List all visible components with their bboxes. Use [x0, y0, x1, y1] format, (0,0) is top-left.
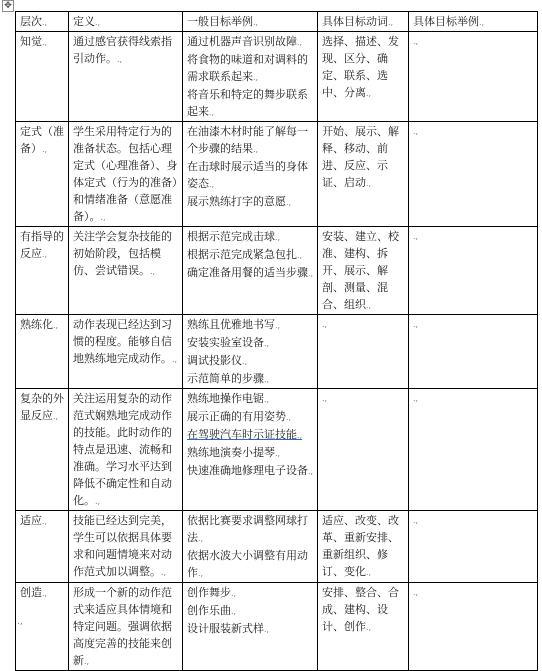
example-line: 根据示范完成击球., — [187, 230, 281, 243]
cell-level: 复杂的外显反应., — [16, 389, 69, 511]
example-line: 在油漆木材时能了解每一个步骤的结果., — [187, 125, 308, 155]
header-general-examples: 一般目标举例., — [183, 12, 318, 32]
cell-level: 熟练化., — [16, 315, 69, 389]
cell-examples — [183, 583, 318, 671]
header-definition: 定义., — [69, 12, 183, 32]
table-row — [16, 511, 538, 583]
cell-examples — [183, 32, 318, 122]
cell-examples — [183, 122, 318, 227]
cell-level: 定式（准备）., — [16, 122, 69, 227]
example-line: 熟练地操作电锯., — [187, 392, 270, 405]
example-line: 快速准确地修理电子设备., — [187, 464, 314, 477]
example-line: 设计服装新式样., — [187, 622, 270, 635]
example-line: 将音乐和特定的舞步联系起来., — [187, 88, 308, 118]
cell-verbs: 安排、整合、合成、建构、设计、创作., — [318, 583, 409, 671]
example-line: 根据示范完成紧急包扎., — [187, 248, 303, 261]
table-row — [16, 227, 538, 315]
table-row — [16, 583, 538, 671]
example-line: 熟练且优雅地书写., — [187, 318, 281, 331]
cell-level: 知觉., — [16, 32, 69, 122]
cell-definition: 学生采用特定行为的准备状态。包括心理定式（心理准备）、身体定式（行为的准备）和情绪准备（意愿准备）。., — [69, 122, 183, 227]
cell-definition: 关注运用复杂的动作范式娴熟地完成动作的技能。此时动作的特点是迅速、流畅和准确。学习水平达到降低不确定性和自动化。., — [69, 389, 183, 511]
cell-specific: ., — [409, 389, 538, 511]
cell-examples — [183, 511, 318, 583]
table-row — [16, 32, 538, 122]
cell-specific: ., — [409, 32, 538, 122]
cell-examples — [183, 315, 318, 389]
cell-verbs: 开始、展示、解释、移动、前进、反应、示证、启动., — [318, 122, 409, 227]
example-line: 在驾驶汽车时示证技能., — [187, 428, 303, 441]
cell-definition: 形成一个新的动作范式来适应具体情境和特定问题。强调依据高度完善的技能来创新., — [69, 583, 183, 671]
example-line: 依据水波大小调整有用动作., — [187, 549, 308, 579]
example-line: 调试投影仪., — [187, 354, 248, 367]
cell-verbs: 选择、描述、发现、区分、确定、联系、选中、分离., — [318, 32, 409, 122]
example-line: 创作乐曲., — [187, 604, 237, 617]
cell-verbs: ., — [318, 315, 409, 389]
table-header-row — [16, 12, 538, 32]
example-line: 展示正确的有用姿势., — [187, 410, 292, 423]
header-level: 层次., — [16, 12, 69, 32]
cell-examples — [183, 227, 318, 315]
cell-verbs: 安装、建立、校准、建构、拆开、展示、解剖、测量、混合、组织., — [318, 227, 409, 315]
cell-definition: 关注学会复杂技能的初始阶段，包括模仿、尝试错误。., — [69, 227, 183, 315]
example-line: 示范简单的步骤., — [187, 372, 270, 385]
cell-specific: ., — [409, 227, 538, 315]
example-line: 创作舞步., — [187, 586, 237, 599]
move-handle-icon[interactable]: ✥ — [2, 0, 14, 12]
example-line: 将食物的味道和对调料的需求联系起来., — [187, 53, 308, 83]
cell-definition: 技能已经达到完美，学生可以依据具体要求和问题情境来对动作范式加以调整。., — [69, 511, 183, 583]
cell-definition: 通过感官获得线索指引动作。., — [69, 32, 183, 122]
table-row — [16, 315, 538, 389]
example-line: 熟练地演奏小提琴., — [187, 446, 281, 459]
cell-definition: 动作表现已经达到习惯的程度。能够自信地熟练地完成动作。., — [69, 315, 183, 389]
cell-level: 适应., — [16, 511, 69, 583]
cell-verbs: 适应、改变、改革、重新安排、重新组织、修订、变化., — [318, 511, 409, 583]
cell-level: 创造., — [16, 583, 69, 671]
example-line: 通过机器声音识别故障., — [187, 35, 303, 48]
cell-level: 有指导的反应., — [16, 227, 69, 315]
example-line: 确定准备用餐的适当步骤., — [187, 266, 314, 279]
header-specific-verbs: 具体目标动词., — [318, 12, 409, 32]
example-line: 展示熟练打字的意愿., — [187, 195, 292, 208]
cell-examples — [183, 389, 318, 511]
table-row — [16, 389, 538, 511]
paragraph-mark: ., — [17, 617, 23, 627]
cell-verbs: ., — [318, 389, 409, 511]
example-line: 安装实验室设备., — [187, 336, 270, 349]
cell-specific: ., — [409, 511, 538, 583]
table-row — [16, 122, 538, 227]
cell-specific: ., — [409, 122, 538, 227]
example-line: 在击球时展示适当的身体姿态., — [187, 160, 308, 190]
example-line: 依据比赛要求调整网球打法., — [187, 514, 308, 544]
cell-specific: ., — [409, 315, 538, 389]
header-specific-examples: 具体目标举例., — [409, 12, 538, 32]
psychomotor-objectives-table — [15, 11, 538, 671]
cell-specific: ., — [409, 583, 538, 671]
